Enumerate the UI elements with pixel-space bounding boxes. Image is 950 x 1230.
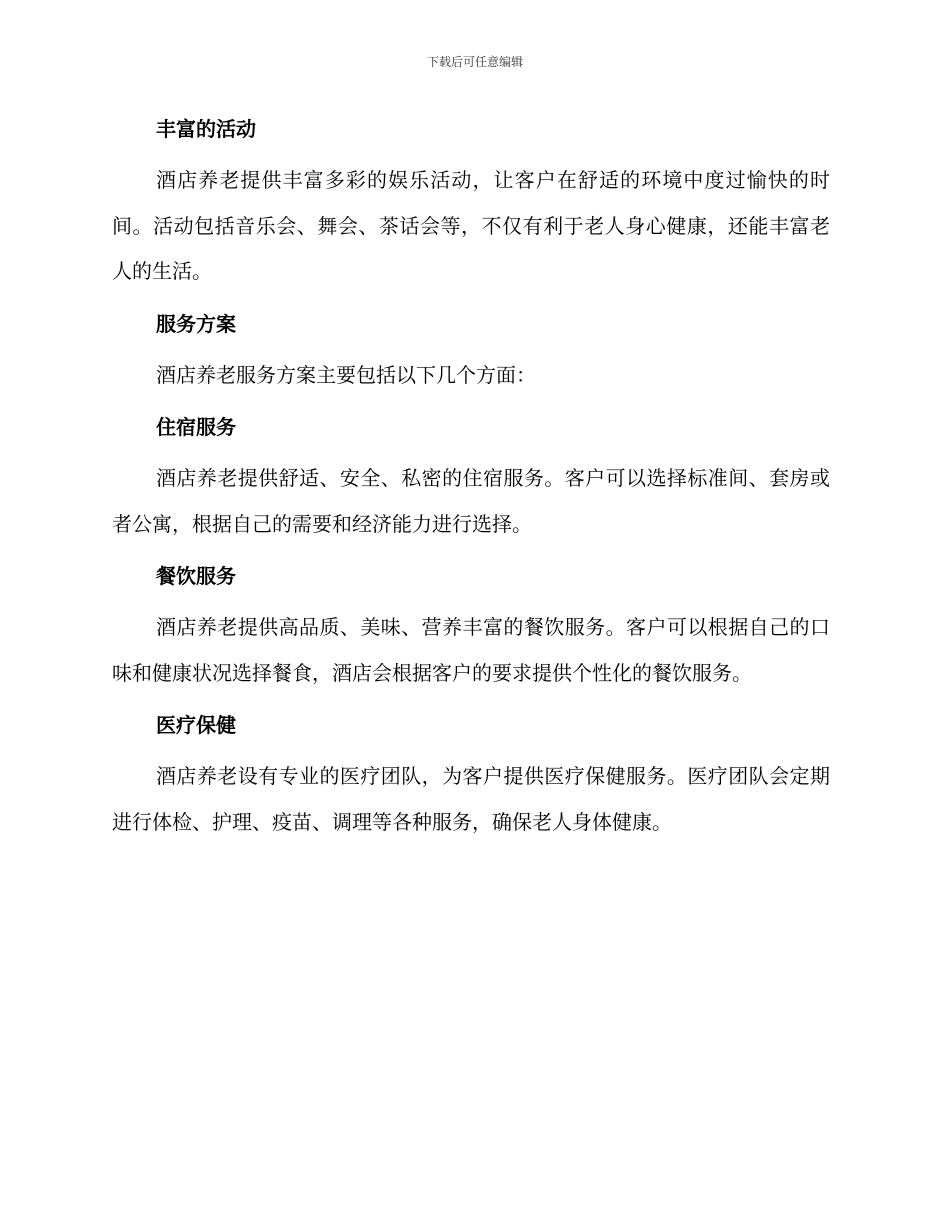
heading-activities: 丰富的活动 xyxy=(156,117,256,141)
header-note: 下载后可任意编辑 xyxy=(426,55,523,69)
paragraph-accommodation: 酒店养老提供舒适、安全、私密的住宿服务。客户可以选择标准间、套房或者公寓，根据自己的需要和经济能力进行选择。 xyxy=(112,466,830,536)
document-body xyxy=(112,112,830,857)
paragraph-activities: 酒店养老提供丰富多彩的娱乐活动，让客户在舒适的环境中度过愉快的时间。活动包括音乐会、舞会、茶话会等，不仅有利于老人身心健康，还能丰富老人的生活。 xyxy=(112,168,830,283)
paragraph-service-plan: 酒店养老服务方案主要包括以下几个方面： xyxy=(156,362,536,387)
paragraph-dining: 酒店养老提供高品质、美味、营养丰富的餐饮服务。客户可以根据自己的口味和健康状况选择餐食，酒店会根据客户的要求提供个性化的餐饮服务。 xyxy=(112,615,830,685)
paragraph-healthcare: 酒店养老设有专业的医疗团队，为客户提供医疗保健服务。医疗团队会定期进行体检、护理、疫苗、调理等各种服务，确保老人身体健康。 xyxy=(112,764,830,834)
heading-dining: 餐饮服务 xyxy=(156,564,236,588)
heading-accommodation: 住宿服务 xyxy=(156,415,236,439)
heading-healthcare: 医疗保健 xyxy=(156,713,236,737)
heading-service-plan: 服务方案 xyxy=(156,311,236,336)
